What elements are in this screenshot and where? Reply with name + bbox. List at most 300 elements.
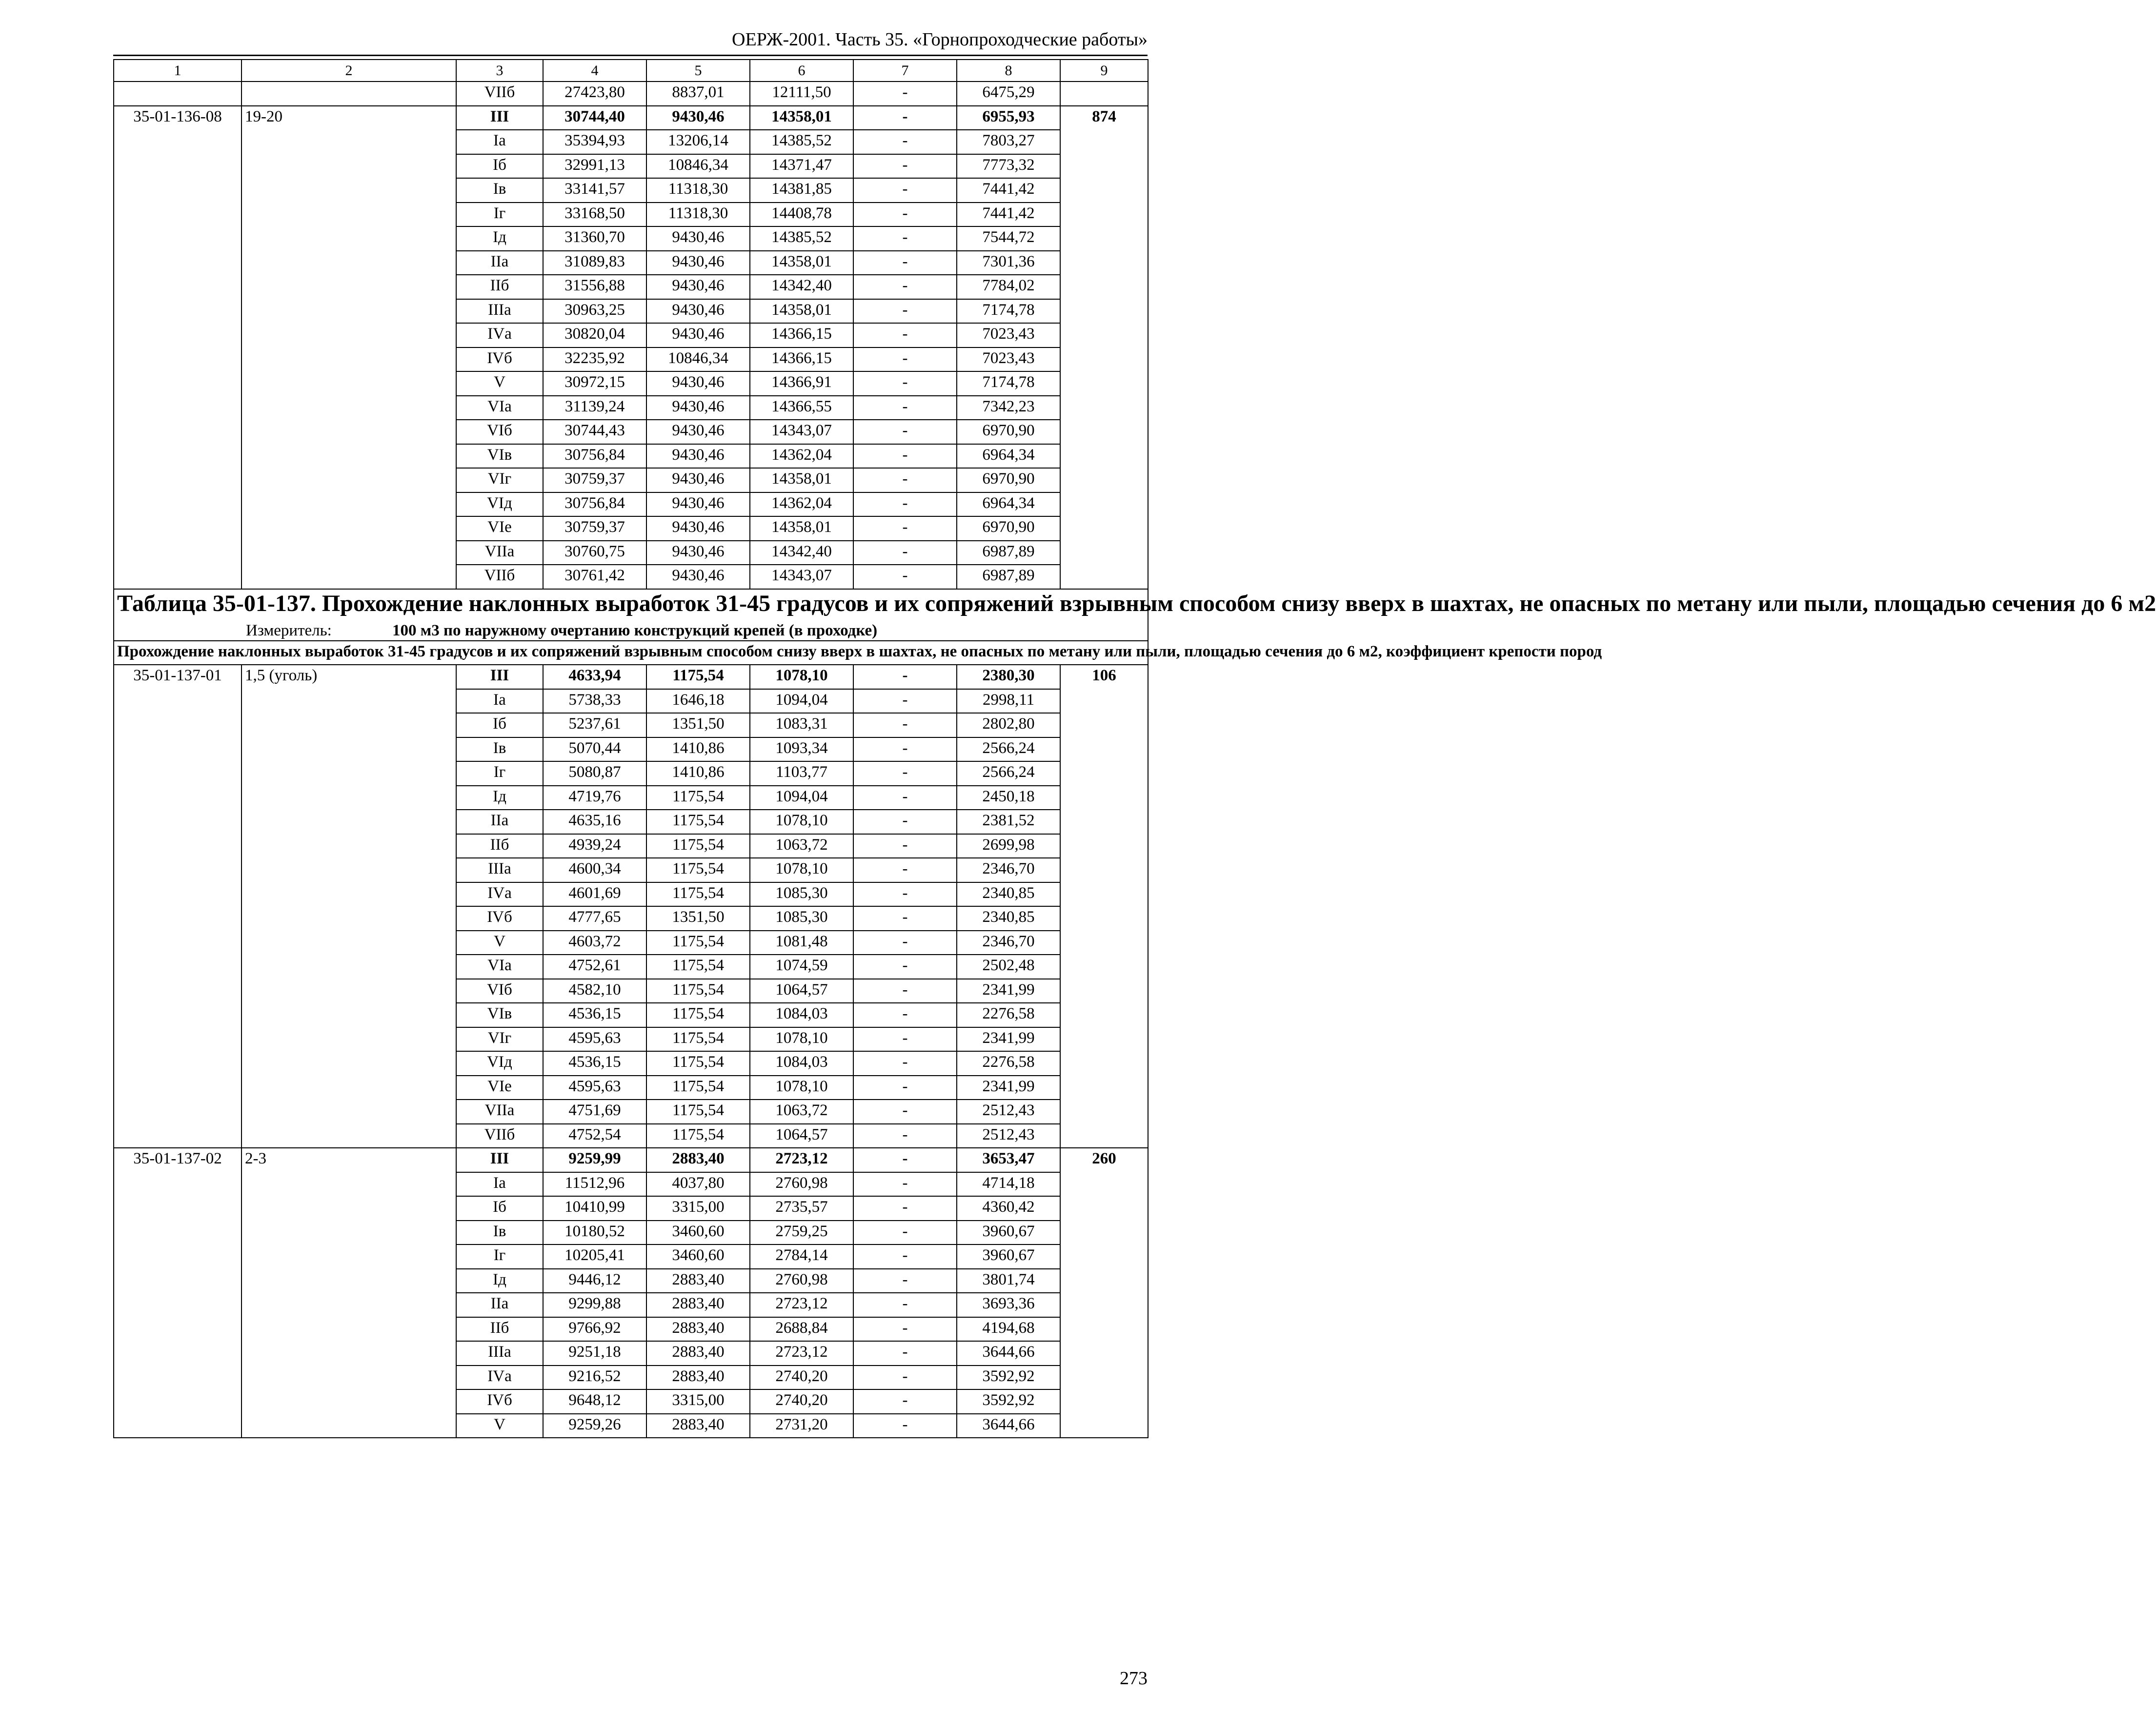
wages-cell: 1646,18 bbox=[646, 689, 750, 714]
column-number-cell: 8 bbox=[957, 60, 1060, 82]
code-cell: 35-01-137-01 bbox=[114, 665, 242, 1148]
param-cell: 19-20 bbox=[242, 106, 456, 589]
total-cell: 30756,84 bbox=[543, 444, 646, 469]
drivers-cell: - bbox=[853, 130, 957, 154]
materials-cell: 7023,43 bbox=[957, 323, 1060, 347]
labor-cell bbox=[1060, 82, 1148, 106]
materials-cell: 2341,99 bbox=[957, 1076, 1060, 1100]
region-cell: IVа bbox=[456, 882, 543, 907]
materials-cell: 7174,78 bbox=[957, 299, 1060, 324]
drivers-cell: - bbox=[853, 1341, 957, 1366]
materials-cell: 3960,67 bbox=[957, 1244, 1060, 1269]
materials-cell: 7301,36 bbox=[957, 251, 1060, 275]
region-cell: Iг bbox=[456, 203, 543, 227]
drivers-cell: - bbox=[853, 1244, 957, 1269]
machines-cell: 14366,55 bbox=[750, 396, 853, 420]
region-cell: Iд bbox=[456, 786, 543, 810]
table-row bbox=[114, 665, 1148, 689]
machines-cell: 14342,40 bbox=[750, 275, 853, 299]
total-cell: 9259,99 bbox=[543, 1148, 646, 1172]
region-cell: VIIб bbox=[456, 82, 543, 106]
region-cell: Iв bbox=[456, 178, 543, 203]
materials-cell: 6964,34 bbox=[957, 444, 1060, 469]
machines-cell: 1064,57 bbox=[750, 1124, 853, 1148]
region-cell: Iд bbox=[456, 226, 543, 251]
machines-cell: 2760,98 bbox=[750, 1172, 853, 1197]
unit-value: 100 м3 по наружному очертанию конструкций крепей (в проходке) bbox=[392, 621, 878, 639]
drivers-cell: - bbox=[853, 1148, 957, 1172]
region-cell: IIб bbox=[456, 834, 543, 858]
materials-cell: 2276,58 bbox=[957, 1051, 1060, 1076]
drivers-cell: - bbox=[853, 468, 957, 492]
column-number-cell: 1 bbox=[114, 60, 242, 82]
total-cell: 4536,15 bbox=[543, 1003, 646, 1027]
total-cell: 11512,96 bbox=[543, 1172, 646, 1197]
drivers-cell: - bbox=[853, 1124, 957, 1148]
machines-cell: 14385,52 bbox=[750, 226, 853, 251]
materials-cell: 7441,42 bbox=[957, 203, 1060, 227]
materials-cell: 4194,68 bbox=[957, 1317, 1060, 1342]
drivers-cell: - bbox=[853, 1293, 957, 1317]
machines-cell: 1078,10 bbox=[750, 665, 853, 689]
materials-cell: 3653,47 bbox=[957, 1148, 1060, 1172]
page-number: 273 bbox=[1120, 1668, 1148, 1689]
total-cell: 9766,92 bbox=[543, 1317, 646, 1342]
unit-line bbox=[117, 621, 1145, 640]
wages-cell: 3460,60 bbox=[646, 1221, 750, 1245]
materials-cell: 4714,18 bbox=[957, 1172, 1060, 1197]
column-number-cell: 4 bbox=[543, 60, 646, 82]
region-cell: Iб bbox=[456, 713, 543, 737]
total-cell: 4751,69 bbox=[543, 1100, 646, 1124]
region-cell: Iа bbox=[456, 130, 543, 154]
machines-cell: 14371,47 bbox=[750, 154, 853, 179]
total-cell: 4752,61 bbox=[543, 955, 646, 979]
machines-cell: 2740,20 bbox=[750, 1389, 853, 1414]
total-cell: 33168,50 bbox=[543, 203, 646, 227]
region-cell: VIIб bbox=[456, 565, 543, 589]
region-cell: Iа bbox=[456, 689, 543, 714]
machines-cell: 1064,57 bbox=[750, 979, 853, 1003]
total-cell: 32235,92 bbox=[543, 347, 646, 372]
machines-cell: 1085,30 bbox=[750, 882, 853, 907]
drivers-cell: - bbox=[853, 1003, 957, 1027]
labor-cell: 260 bbox=[1060, 1148, 1148, 1438]
machines-cell: 1074,59 bbox=[750, 955, 853, 979]
drivers-cell: - bbox=[853, 1027, 957, 1052]
total-cell: 9251,18 bbox=[543, 1341, 646, 1366]
column-number-cell: 2 bbox=[242, 60, 456, 82]
wages-cell: 1175,54 bbox=[646, 834, 750, 858]
drivers-cell: - bbox=[853, 737, 957, 762]
drivers-cell: - bbox=[853, 178, 957, 203]
wages-cell: 1175,54 bbox=[646, 1124, 750, 1148]
region-cell: VIд bbox=[456, 492, 543, 517]
materials-cell: 6970,90 bbox=[957, 516, 1060, 541]
wages-cell: 10846,34 bbox=[646, 347, 750, 372]
wages-cell: 1410,86 bbox=[646, 761, 750, 786]
region-cell: IVб bbox=[456, 906, 543, 931]
region-cell: IIа bbox=[456, 810, 543, 834]
wages-cell: 1175,54 bbox=[646, 979, 750, 1003]
region-cell: III bbox=[456, 665, 543, 689]
drivers-cell: - bbox=[853, 154, 957, 179]
wages-cell: 2883,40 bbox=[646, 1293, 750, 1317]
region-cell: III bbox=[456, 106, 543, 130]
total-cell: 4603,72 bbox=[543, 931, 646, 955]
region-cell: IVа bbox=[456, 323, 543, 347]
total-cell: 30759,37 bbox=[543, 516, 646, 541]
materials-cell: 2502,48 bbox=[957, 955, 1060, 979]
total-cell: 27423,80 bbox=[543, 82, 646, 106]
total-cell: 9648,12 bbox=[543, 1389, 646, 1414]
drivers-cell: - bbox=[853, 858, 957, 882]
total-cell: 4752,54 bbox=[543, 1124, 646, 1148]
machines-cell: 14358,01 bbox=[750, 106, 853, 130]
machines-cell: 1084,03 bbox=[750, 1051, 853, 1076]
total-cell: 9259,26 bbox=[543, 1414, 646, 1438]
machines-cell: 2784,14 bbox=[750, 1244, 853, 1269]
region-cell: IVб bbox=[456, 1389, 543, 1414]
subtitle-row bbox=[114, 641, 1148, 665]
drivers-cell: - bbox=[853, 347, 957, 372]
wages-cell: 3315,00 bbox=[646, 1389, 750, 1414]
total-cell: 9299,88 bbox=[543, 1293, 646, 1317]
machines-cell: 14342,40 bbox=[750, 541, 853, 565]
machines-cell: 1063,72 bbox=[750, 834, 853, 858]
machines-cell: 2760,98 bbox=[750, 1269, 853, 1293]
wages-cell: 1175,54 bbox=[646, 1100, 750, 1124]
materials-cell: 7441,42 bbox=[957, 178, 1060, 203]
drivers-cell: - bbox=[853, 396, 957, 420]
total-cell: 32991,13 bbox=[543, 154, 646, 179]
region-cell: Iв bbox=[456, 1221, 543, 1245]
column-number-cell: 3 bbox=[456, 60, 543, 82]
machines-cell: 2731,20 bbox=[750, 1414, 853, 1438]
region-cell: IIа bbox=[456, 1293, 543, 1317]
drivers-cell: - bbox=[853, 955, 957, 979]
drivers-cell: - bbox=[853, 516, 957, 541]
wages-cell: 1351,50 bbox=[646, 906, 750, 931]
drivers-cell: - bbox=[853, 1317, 957, 1342]
total-cell: 30759,37 bbox=[543, 468, 646, 492]
param-cell: 2-3 bbox=[242, 1148, 456, 1438]
wages-cell: 9430,46 bbox=[646, 323, 750, 347]
machines-cell: 1083,31 bbox=[750, 713, 853, 737]
total-cell: 4939,24 bbox=[543, 834, 646, 858]
region-cell: IIIа bbox=[456, 1341, 543, 1366]
wages-cell: 13206,14 bbox=[646, 130, 750, 154]
drivers-cell: - bbox=[853, 1076, 957, 1100]
machines-cell: 2735,57 bbox=[750, 1196, 853, 1221]
machines-cell: 14381,85 bbox=[750, 178, 853, 203]
total-cell: 4719,76 bbox=[543, 786, 646, 810]
machines-cell: 1081,48 bbox=[750, 931, 853, 955]
machines-cell: 1063,72 bbox=[750, 1100, 853, 1124]
materials-cell: 2380,30 bbox=[957, 665, 1060, 689]
total-cell: 5738,33 bbox=[543, 689, 646, 714]
region-cell: VIб bbox=[456, 979, 543, 1003]
total-cell: 4601,69 bbox=[543, 882, 646, 907]
materials-cell: 7803,27 bbox=[957, 130, 1060, 154]
wages-cell: 1410,86 bbox=[646, 737, 750, 762]
labor-cell: 874 bbox=[1060, 106, 1148, 589]
materials-cell: 4360,42 bbox=[957, 1196, 1060, 1221]
region-cell: IIб bbox=[456, 1317, 543, 1342]
table-caption bbox=[114, 589, 2156, 641]
materials-cell: 3592,92 bbox=[957, 1366, 1060, 1390]
total-cell: 4633,94 bbox=[543, 665, 646, 689]
wages-cell: 9430,46 bbox=[646, 444, 750, 469]
total-cell: 31139,24 bbox=[543, 396, 646, 420]
drivers-cell: - bbox=[853, 106, 957, 130]
materials-cell: 3693,36 bbox=[957, 1293, 1060, 1317]
drivers-cell: - bbox=[853, 931, 957, 955]
total-cell: 5070,44 bbox=[543, 737, 646, 762]
materials-cell: 3644,66 bbox=[957, 1414, 1060, 1438]
total-cell: 30760,75 bbox=[543, 541, 646, 565]
drivers-cell: - bbox=[853, 203, 957, 227]
wages-cell: 1175,54 bbox=[646, 810, 750, 834]
drivers-cell: - bbox=[853, 82, 957, 106]
machines-cell: 14358,01 bbox=[750, 468, 853, 492]
wages-cell: 1175,54 bbox=[646, 931, 750, 955]
materials-cell: 3644,66 bbox=[957, 1341, 1060, 1366]
region-cell: VIIа bbox=[456, 541, 543, 565]
wages-cell: 9430,46 bbox=[646, 492, 750, 517]
region-cell: IVа bbox=[456, 1366, 543, 1390]
param-cell bbox=[242, 82, 456, 106]
drivers-cell: - bbox=[853, 979, 957, 1003]
total-cell: 30744,40 bbox=[543, 106, 646, 130]
materials-cell: 2512,43 bbox=[957, 1100, 1060, 1124]
total-cell: 31089,83 bbox=[543, 251, 646, 275]
table-title: Таблица 35-01-137. Прохождение наклонных выработок 31-45 градусов и их сопряжений взрывным способом снизу вверх в шахтах, не опасных по метану или пыли, площадью сечения до 6 м2 bbox=[117, 590, 2156, 616]
labor-cell: 106 bbox=[1060, 665, 1148, 1148]
machines-cell: 1103,77 bbox=[750, 761, 853, 786]
materials-cell: 3592,92 bbox=[957, 1389, 1060, 1414]
region-cell: V bbox=[456, 931, 543, 955]
wages-cell: 1175,54 bbox=[646, 1051, 750, 1076]
machines-cell: 1078,10 bbox=[750, 1027, 853, 1052]
drivers-cell: - bbox=[853, 275, 957, 299]
materials-cell: 3801,74 bbox=[957, 1269, 1060, 1293]
wages-cell: 9430,46 bbox=[646, 420, 750, 444]
wages-cell: 1175,54 bbox=[646, 665, 750, 689]
total-cell: 30756,84 bbox=[543, 492, 646, 517]
header-rule bbox=[113, 55, 1148, 56]
drivers-cell: - bbox=[853, 689, 957, 714]
wages-cell: 9430,46 bbox=[646, 516, 750, 541]
wages-cell: 11318,30 bbox=[646, 203, 750, 227]
total-cell: 30761,42 bbox=[543, 565, 646, 589]
materials-cell: 2381,52 bbox=[957, 810, 1060, 834]
materials-cell: 7023,43 bbox=[957, 347, 1060, 372]
region-cell: VIа bbox=[456, 396, 543, 420]
column-number-row bbox=[114, 60, 1148, 82]
drivers-cell: - bbox=[853, 1100, 957, 1124]
region-cell: VIд bbox=[456, 1051, 543, 1076]
wages-cell: 11318,30 bbox=[646, 178, 750, 203]
wages-cell: 9430,46 bbox=[646, 275, 750, 299]
region-cell: VIг bbox=[456, 468, 543, 492]
region-cell: VIг bbox=[456, 1027, 543, 1052]
drivers-cell: - bbox=[853, 1414, 957, 1438]
table-caption-row bbox=[114, 589, 1148, 641]
region-cell: IVб bbox=[456, 347, 543, 372]
drivers-cell: - bbox=[853, 1221, 957, 1245]
machines-cell: 2759,25 bbox=[750, 1221, 853, 1245]
materials-cell: 2512,43 bbox=[957, 1124, 1060, 1148]
machines-cell: 1094,04 bbox=[750, 786, 853, 810]
region-cell: Iб bbox=[456, 1196, 543, 1221]
drivers-cell: - bbox=[853, 906, 957, 931]
drivers-cell: - bbox=[853, 713, 957, 737]
rates-table bbox=[113, 59, 2156, 1438]
wages-cell: 9430,46 bbox=[646, 251, 750, 275]
wages-cell: 3460,60 bbox=[646, 1244, 750, 1269]
wages-cell: 9430,46 bbox=[646, 396, 750, 420]
wages-cell: 9430,46 bbox=[646, 468, 750, 492]
machines-cell: 1084,03 bbox=[750, 1003, 853, 1027]
total-cell: 5237,61 bbox=[543, 713, 646, 737]
region-cell: Iв bbox=[456, 737, 543, 762]
page-header: ОЕРЖ-2001. Часть 35. «Горнопроходческие работы» bbox=[732, 29, 1148, 50]
drivers-cell: - bbox=[853, 834, 957, 858]
drivers-cell: - bbox=[853, 1389, 957, 1414]
materials-cell: 3960,67 bbox=[957, 1221, 1060, 1245]
region-cell: V bbox=[456, 1414, 543, 1438]
total-cell: 30744,43 bbox=[543, 420, 646, 444]
region-cell: Iа bbox=[456, 1172, 543, 1197]
table-subtitle: Прохождение наклонных выработок 31-45 градусов и их сопряжений взрывным способом снизу вверх в шахтах, не опасных по метану или пыли, площадью сечения до 6 м2, коэффициент крепости пород bbox=[114, 641, 1148, 665]
machines-cell: 1093,34 bbox=[750, 737, 853, 762]
machines-cell: 2723,12 bbox=[750, 1341, 853, 1366]
machines-cell: 14408,78 bbox=[750, 203, 853, 227]
materials-cell: 7784,02 bbox=[957, 275, 1060, 299]
materials-cell: 7174,78 bbox=[957, 371, 1060, 396]
region-cell: Iб bbox=[456, 154, 543, 179]
total-cell: 30820,04 bbox=[543, 323, 646, 347]
materials-cell: 7544,72 bbox=[957, 226, 1060, 251]
materials-cell: 2346,70 bbox=[957, 858, 1060, 882]
materials-cell: 6955,93 bbox=[957, 106, 1060, 130]
column-number-cell: 5 bbox=[646, 60, 750, 82]
machines-cell: 1094,04 bbox=[750, 689, 853, 714]
total-cell: 5080,87 bbox=[543, 761, 646, 786]
wages-cell: 9430,46 bbox=[646, 565, 750, 589]
wages-cell: 1175,54 bbox=[646, 1027, 750, 1052]
machines-cell: 2688,84 bbox=[750, 1317, 853, 1342]
region-cell: VIIа bbox=[456, 1100, 543, 1124]
total-cell: 33141,57 bbox=[543, 178, 646, 203]
machines-cell: 14362,04 bbox=[750, 492, 853, 517]
drivers-cell: - bbox=[853, 665, 957, 689]
drivers-cell: - bbox=[853, 761, 957, 786]
materials-cell: 2341,99 bbox=[957, 1027, 1060, 1052]
region-cell: VIIб bbox=[456, 1124, 543, 1148]
materials-cell: 2341,99 bbox=[957, 979, 1060, 1003]
wages-cell: 1175,54 bbox=[646, 786, 750, 810]
code-cell: 35-01-136-08 bbox=[114, 106, 242, 589]
drivers-cell: - bbox=[853, 251, 957, 275]
materials-cell: 2566,24 bbox=[957, 761, 1060, 786]
total-cell: 4777,65 bbox=[543, 906, 646, 931]
total-cell: 31556,88 bbox=[543, 275, 646, 299]
region-cell: IIIа bbox=[456, 858, 543, 882]
drivers-cell: - bbox=[853, 323, 957, 347]
drivers-cell: - bbox=[853, 1269, 957, 1293]
wages-cell: 2883,40 bbox=[646, 1269, 750, 1293]
region-cell: VIе bbox=[456, 1076, 543, 1100]
total-cell: 10180,52 bbox=[543, 1221, 646, 1245]
drivers-cell: - bbox=[853, 810, 957, 834]
table-row bbox=[114, 1148, 1148, 1172]
total-cell: 4635,16 bbox=[543, 810, 646, 834]
machines-cell: 1078,10 bbox=[750, 1076, 853, 1100]
total-cell: 9216,52 bbox=[543, 1366, 646, 1390]
materials-cell: 2340,85 bbox=[957, 882, 1060, 907]
region-cell: III bbox=[456, 1148, 543, 1172]
wages-cell: 4037,80 bbox=[646, 1172, 750, 1197]
machines-cell: 2723,12 bbox=[750, 1148, 853, 1172]
materials-cell: 2566,24 bbox=[957, 737, 1060, 762]
code-cell bbox=[114, 82, 242, 106]
region-cell: VIа bbox=[456, 955, 543, 979]
total-cell: 9446,12 bbox=[543, 1269, 646, 1293]
wages-cell: 8837,01 bbox=[646, 82, 750, 106]
machines-cell: 14366,91 bbox=[750, 371, 853, 396]
table-row bbox=[114, 82, 1148, 106]
machines-cell: 2723,12 bbox=[750, 1293, 853, 1317]
wages-cell: 1175,54 bbox=[646, 1076, 750, 1100]
total-cell: 31360,70 bbox=[543, 226, 646, 251]
wages-cell: 9430,46 bbox=[646, 106, 750, 130]
total-cell: 4600,34 bbox=[543, 858, 646, 882]
param-cell: 1,5 (уголь) bbox=[242, 665, 456, 1148]
column-number-cell: 9 bbox=[1060, 60, 1148, 82]
machines-cell: 14366,15 bbox=[750, 347, 853, 372]
materials-cell: 6987,89 bbox=[957, 541, 1060, 565]
materials-cell: 2802,80 bbox=[957, 713, 1060, 737]
drivers-cell: - bbox=[853, 444, 957, 469]
materials-cell: 2276,58 bbox=[957, 1003, 1060, 1027]
materials-cell: 7342,23 bbox=[957, 396, 1060, 420]
wages-cell: 2883,40 bbox=[646, 1366, 750, 1390]
materials-cell: 6970,90 bbox=[957, 468, 1060, 492]
table-row bbox=[114, 106, 1148, 130]
drivers-cell: - bbox=[853, 226, 957, 251]
machines-cell: 14358,01 bbox=[750, 299, 853, 324]
column-number-cell: 7 bbox=[853, 60, 957, 82]
drivers-cell: - bbox=[853, 1366, 957, 1390]
drivers-cell: - bbox=[853, 1196, 957, 1221]
materials-cell: 6964,34 bbox=[957, 492, 1060, 517]
region-cell: IIIа bbox=[456, 299, 543, 324]
total-cell: 4595,63 bbox=[543, 1076, 646, 1100]
wages-cell: 3315,00 bbox=[646, 1196, 750, 1221]
machines-cell: 2740,20 bbox=[750, 1366, 853, 1390]
machines-cell: 1085,30 bbox=[750, 906, 853, 931]
machines-cell: 14358,01 bbox=[750, 251, 853, 275]
region-cell: VIе bbox=[456, 516, 543, 541]
total-cell: 30972,15 bbox=[543, 371, 646, 396]
region-cell: Iг bbox=[456, 761, 543, 786]
wages-cell: 2883,40 bbox=[646, 1341, 750, 1366]
total-cell: 4536,15 bbox=[543, 1051, 646, 1076]
machines-cell: 14358,01 bbox=[750, 516, 853, 541]
machines-cell: 1078,10 bbox=[750, 810, 853, 834]
